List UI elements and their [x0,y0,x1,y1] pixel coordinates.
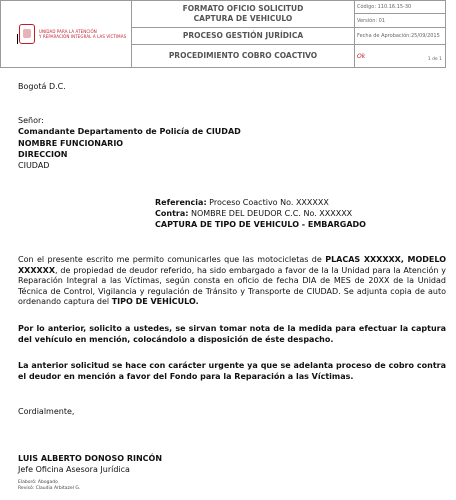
signer-name: LUIS ALBERTO DONOSO RINCÓN [18,454,163,463]
paragraph-1: Con el presente escrito me permito comunicarles que las motocicletas de PLACAS XXXXXX, MODELO XXXXXX, de propiedad de deudor referido, ha sido embargado a favor de la la Unidad para la Atención y Reparación Integral a las Víctimas, según consta en oficio de fecha DIA de MES de 20XX de la Unidad Técnica de Control, Vigilancia y regulación de Tránsito y Transporte de CIUDAD. Se adjunta copia de auto ordenando captura del TIPO DE VEHÍCULO. [18,255,446,307]
recipient-line-4: CIUDAD [18,161,50,170]
logo-text-line-2: Y REPARACIÓN INTEGRAL A LAS VÍCTIMAS [39,34,127,39]
subject-line: CAPTURA DE TIPO DE VEHICULO - EMBARGADO [155,220,366,229]
recipient-line-3: DIRECCION [18,150,68,159]
signer-title: Jefe Oficina Asesora Jurídica [18,465,130,474]
unit-logo [1,24,131,44]
document-version: Versión: 01 [355,14,446,27]
paragraph-3: La anterior solicitud se hace con carácter urgente ya que se adelanta proceso de cobro contra el deudor en mención a favor del Fondo para la Reparación a las Víctimas. [18,361,446,381]
salutation: Señor: [18,116,44,125]
reviewed-by: Revisó: Claudia Arbitazel G. [18,486,81,491]
against-line: Contra: NOMBRE DEL DEUDOR C.C. No. XXXXXX [155,209,353,218]
procedure-name: PROCEDIMIENTO COBRO COACTIVO [132,45,355,68]
city-date: Bogotá D.C. [18,82,66,91]
process-name: PROCESO GESTIÓN JURÍDICA [132,27,355,45]
recipient-line-1: Comandante Departamento de Policía de CIUDAD [18,127,241,136]
approval-date: Fecha de Aprobación:25/09/2015 [355,27,446,45]
seal-icon [19,24,35,44]
closing: Cordialmente, [18,407,75,416]
recipient-line-2: NOMBRE FUNCIONARIO [18,139,124,148]
reference-line: Referencia: Proceso Coactivo No. XXXXXX [155,198,329,207]
signature-mark: Ok [357,52,366,60]
page-number: 1 de 1 [427,57,442,62]
format-title: FORMATO OFICIO SOLICITUD CAPTURA DE VEHICULO [132,1,355,28]
logo-cell [1,1,132,68]
logo-text-line-1: UNIDAD PARA LA ATENCIÓN [39,29,97,34]
cursor-mark [17,34,18,44]
document-header [0,0,446,68]
drafted-by: Elaboró: Abogado [18,480,58,485]
document-code: Código: 110.16.15-30 [355,1,446,14]
paragraph-2: Por lo anterior, solicito a ustedes, se sirvan tomar nota de la medida para efectuar la captura del vehículo en mención, colocándolo a disposición de éste despacho. [18,324,446,344]
